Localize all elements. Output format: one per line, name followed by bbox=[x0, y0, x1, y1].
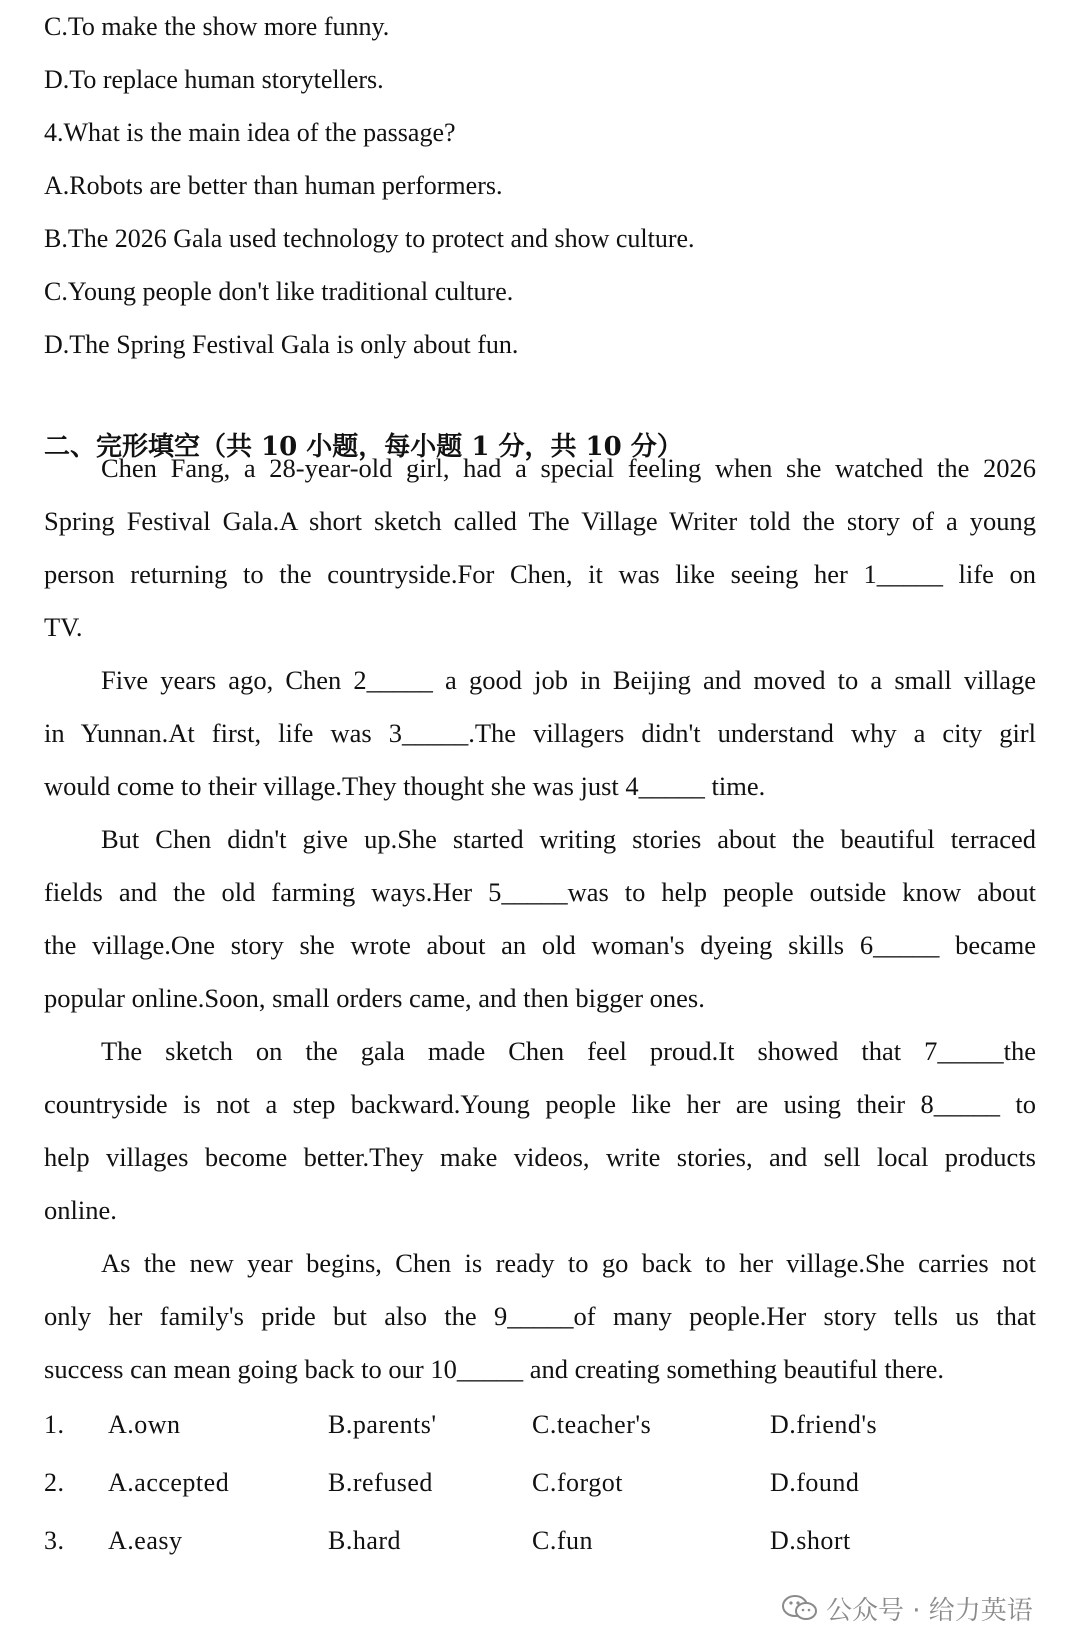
question-number: 3. bbox=[44, 1526, 65, 1555]
question-row bbox=[44, 1524, 1036, 1558]
section-title: 二、完形填空（共 10 小题，每小题 1 分，共 10 分） bbox=[44, 432, 683, 462]
choice-b: B.parents' bbox=[328, 1410, 437, 1439]
choice-c: C.fun bbox=[532, 1526, 593, 1555]
passage-line: person returning to the countryside.For Chen, it was like seeing her 1_____ life on bbox=[44, 559, 1036, 589]
choice-d: D.friend's bbox=[770, 1410, 878, 1439]
passage-line: Chen Fang, a 28-year-old girl, had a special feeling when she watched the 2026 bbox=[101, 453, 1036, 483]
passage-line: Five years ago, Chen 2_____ a good job in Beijing and moved to a small village bbox=[101, 665, 1036, 695]
wechat-icon bbox=[780, 1593, 820, 1623]
question-4: 4.What is the main idea of the passage? bbox=[44, 118, 456, 147]
option-line: D.To replace human storytellers. bbox=[44, 65, 384, 94]
passage-line: success can mean going back to our 10_____ and creating something beautiful there. bbox=[44, 1354, 944, 1384]
watermark-text: 公众号 · 给力英语 bbox=[826, 1595, 1033, 1626]
option-line: A.Robots are better than human performers. bbox=[44, 171, 503, 200]
option-line: C.Young people don't like traditional culture. bbox=[44, 277, 514, 306]
choice-a: A.easy bbox=[108, 1526, 183, 1555]
question-number: 1. bbox=[44, 1410, 65, 1439]
passage-line: Spring Festival Gala.A short sketch called The Village Writer told the story of a young bbox=[44, 506, 1036, 536]
choice-b: B.hard bbox=[328, 1526, 402, 1555]
passage-line: in Yunnan.At first, life was 3_____.The villagers didn't understand why a city girl bbox=[44, 718, 1036, 748]
passage-line: would come to their village.They thought she was just 4_____ time. bbox=[44, 771, 766, 801]
option-line: D.The Spring Festival Gala is only about fun. bbox=[44, 330, 519, 359]
passage-line: online. bbox=[44, 1195, 117, 1225]
question-number: 2. bbox=[44, 1468, 65, 1497]
choice-a: A.own bbox=[108, 1410, 181, 1439]
passage-line: But Chen didn't give up.She started writing stories about the beautiful terraced bbox=[101, 824, 1036, 854]
passage-line: popular online.Soon, small orders came, and then bigger ones. bbox=[44, 983, 705, 1013]
passage-line: countryside is not a step backward.Young people like her are using their 8_____ to bbox=[44, 1089, 1036, 1119]
passage-line: fields and the old farming ways.Her 5_____was to help people outside know about bbox=[44, 877, 1036, 907]
option-line: C.To make the show more funny. bbox=[44, 12, 390, 41]
passage-line: help villages become better.They make videos, write stories, and sell local products bbox=[44, 1142, 1036, 1172]
passage-line: TV. bbox=[44, 612, 83, 642]
choice-c: C.teacher's bbox=[532, 1410, 652, 1439]
choice-d: D.found bbox=[770, 1468, 860, 1497]
option-line: B.The 2026 Gala used technology to protect and show culture. bbox=[44, 224, 695, 253]
question-row bbox=[44, 1408, 1036, 1442]
passage-line: only her family's pride but also the 9_____of many people.Her story tells us that bbox=[44, 1301, 1036, 1331]
question-row bbox=[44, 1466, 1036, 1500]
watermark bbox=[780, 1588, 1033, 1628]
choice-c: C.forgot bbox=[532, 1468, 623, 1497]
choice-b: B.refused bbox=[328, 1468, 433, 1497]
choice-d: D.short bbox=[770, 1526, 851, 1555]
choice-a: A.accepted bbox=[108, 1468, 230, 1497]
passage-line: The sketch on the gala made Chen feel proud.It showed that 7_____the bbox=[101, 1036, 1036, 1066]
passage-line: the village.One story she wrote about an old woman's dyeing skills 6_____ became bbox=[44, 930, 1036, 960]
passage-line: As the new year begins, Chen is ready to go back to her village.She carries not bbox=[101, 1248, 1036, 1278]
